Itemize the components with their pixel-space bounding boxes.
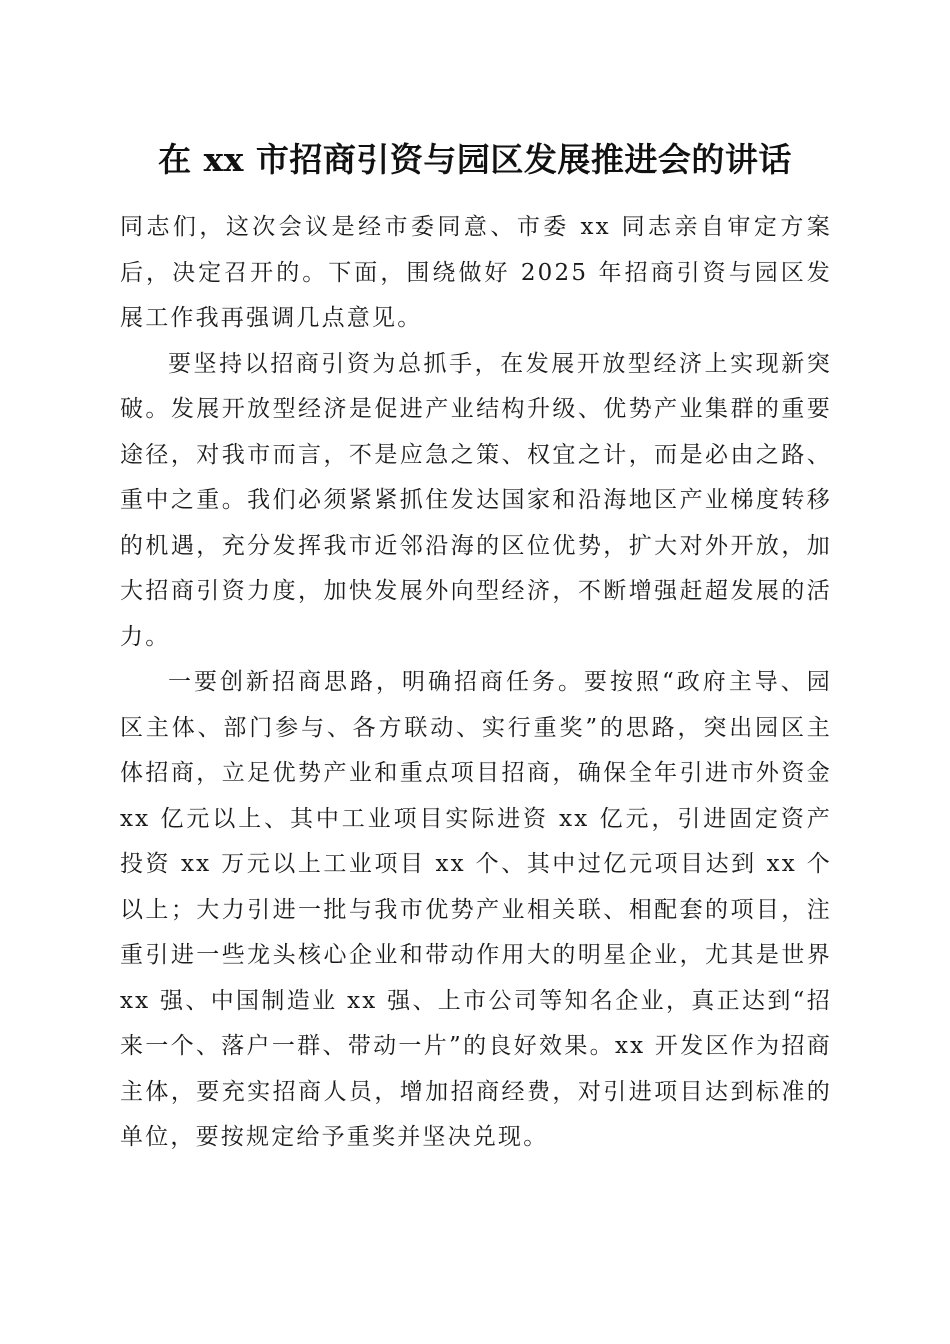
paragraph-first-requirement: 一要创新招商思路，明确招商任务。要按照“政府主导、园区主体、部门参与、各方联动、实行重奖”的思路，突出园区主体招商，立足优势产业和重点项目招商，确保全年引进市外资金 xx 亿元以上、其中工业项目实际进资 xx 亿元，引进固定资产投资 xx 万元以上工业项目 xx 个、其中过亿元项目达到 xx 个以上；大力引进一批与我市优势产业相关联、相配套的项目，注重引进一些龙头核心企业和带动作用大的明星企业，尤其是世界 xx 强、中国制造业 xx 强、上市公司等知名企业，真正达到“招来一个、落户一群、带动一片”的良好效果。xx 开发区作为招商主体，要充实招商人员，增加招商经费，对引进项目达到标准的单位，要按规定给予重奖并坚决兑现。 bbox=[120, 669, 832, 1150]
paragraph-opening: 同志们，这次会议是经市委同意、市委 xx 同志亲自审定方案后，决定召开的。下面，围绕做好 2025 年招商引资与园区发展工作我再强调几点意见。 bbox=[120, 214, 832, 331]
paragraph-main-point: 要坚持以招商引资为总抓手，在发展开放型经济上实现新突破。发展开放型经济是促进产业结构升级、优势产业集群的重要途径，对我市而言，不是应急之策、权宜之计，而是必由之路、重中之重。我们必须紧紧抓住发达国家和沿海地区产业梯度转移的机遇，充分发挥我市近邻沿海的区位优势，扩大对外开放，加大招商引资力度，加快发展外向型经济，不断增强赶超发展的活力。 bbox=[120, 350, 832, 650]
document-body bbox=[120, 205, 832, 1161]
page-title: 在 xx 市招商引资与园区发展推进会的讲话 bbox=[158, 140, 792, 179]
